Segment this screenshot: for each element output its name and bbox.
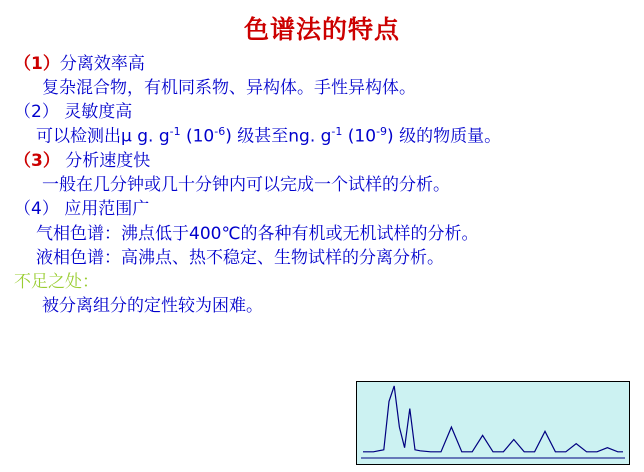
list-item: [36, 222, 630, 246]
rich-sup-1: -1: [169, 125, 181, 139]
chromatogram-chart: [356, 381, 630, 465]
chromatogram-svg: [357, 382, 629, 464]
item-marker: （3）: [14, 151, 60, 172]
rich-part-2: (10: [180, 127, 215, 148]
item-text: 灵敏度高: [58, 102, 133, 123]
slide-body: [0, 52, 644, 318]
item-text: 分离效率高: [59, 54, 145, 74]
list-item: [36, 246, 630, 270]
item-marker: （4）: [14, 199, 59, 220]
item-marker: （2）: [14, 102, 59, 123]
highlight-label-text: 不足之处：: [14, 271, 99, 292]
item-text: 分析速度快: [59, 151, 151, 172]
list-item: [42, 76, 630, 100]
item-text: 一般在几分钟或几十分钟内可以完成一个试样的分析。: [42, 175, 450, 196]
highlight-body-text: 被分离组分的定性较为困难。: [42, 295, 263, 316]
rich-part-3: ) 级甚至ng. g: [225, 127, 332, 148]
item-marker: （1）: [14, 54, 60, 74]
list-item-sensitivity-detail: [36, 124, 630, 149]
list-item: [14, 100, 630, 124]
list-item: [14, 197, 630, 221]
item-text: 应用范围广: [58, 199, 150, 220]
page-title: 色谱法的特点: [243, 15, 400, 44]
highlight-label: [14, 270, 630, 294]
item-text: 气相色谱：沸点低于400℃的各种有机或无机试样的分析。: [36, 223, 479, 244]
item-text: 复杂混合物，有机同系物、异构体。手性异构体。: [42, 78, 416, 99]
item-text: 液相色谱：高沸点、热不稳定、生物试样的分离分析。: [36, 247, 444, 268]
rich-sup-4: -9: [376, 125, 388, 139]
list-item: [42, 173, 630, 197]
highlight-body: [42, 294, 630, 318]
rich-part-1: 可以检测出μ g. g: [36, 127, 170, 148]
rich-sup-2: -6: [214, 125, 226, 139]
list-item: [14, 149, 630, 173]
rich-sup-3: -1: [331, 125, 343, 139]
slide: [0, 10, 644, 472]
rich-part-5: ) 级的物质量。: [387, 127, 502, 148]
list-item: [14, 52, 630, 76]
rich-part-4: (10: [342, 127, 377, 148]
